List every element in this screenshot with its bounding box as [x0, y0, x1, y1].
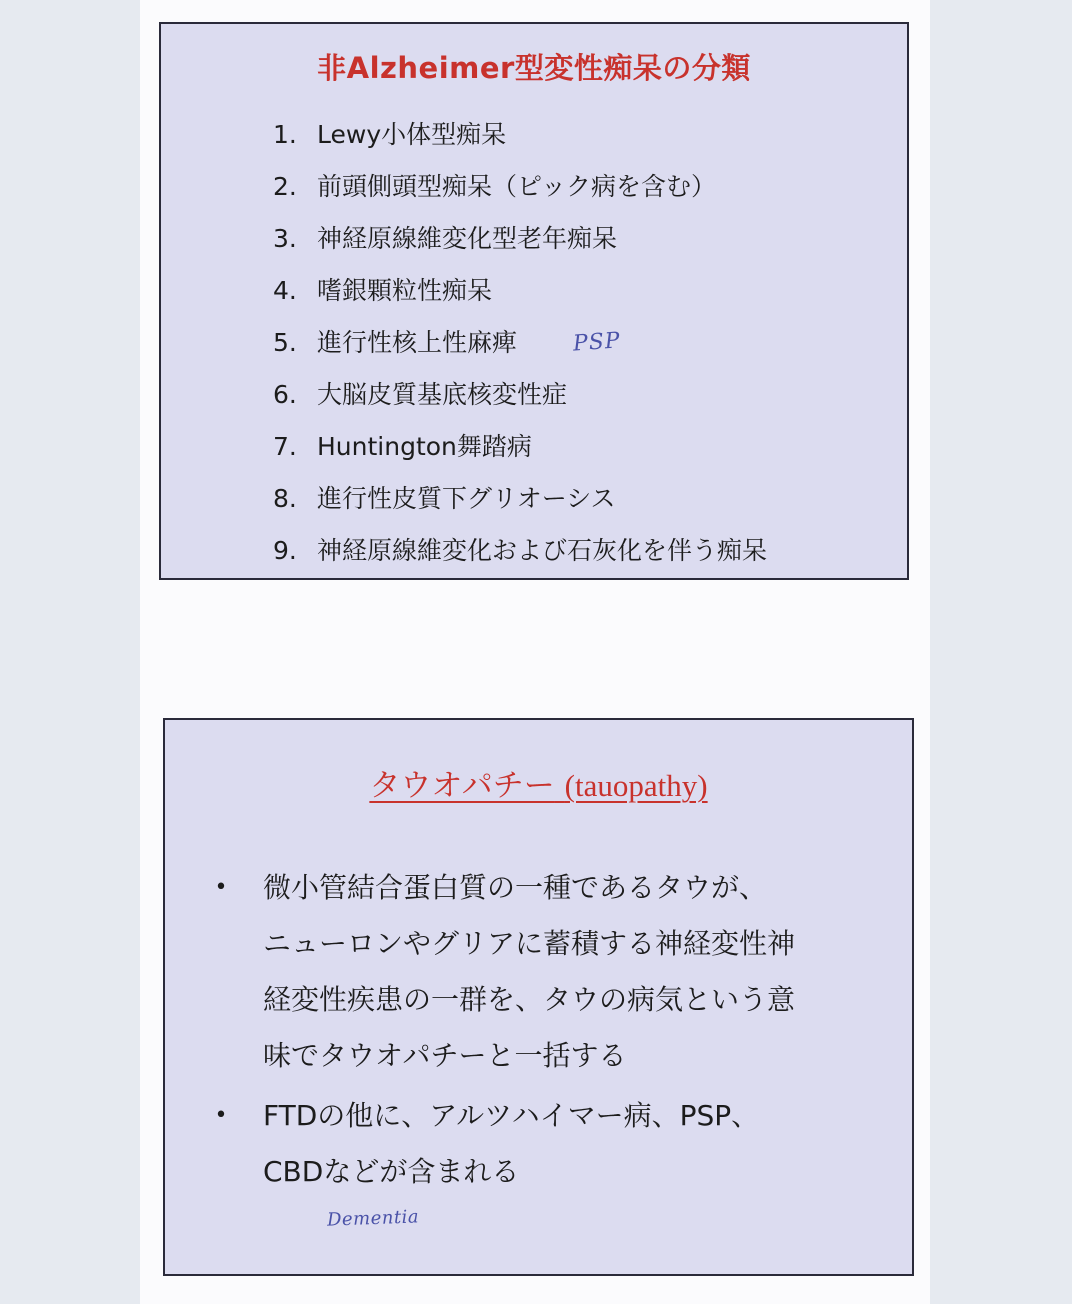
item-number: 7. [273, 432, 297, 461]
item-number: 5. [273, 328, 297, 357]
item-text: 神経原線維変化および石灰化を伴う痴呆 [317, 536, 768, 565]
item-number: 9. [273, 536, 297, 565]
list-item [273, 473, 893, 525]
list-item [273, 265, 893, 317]
bullet-line: 経変性疾患の一群を、タウの病気という意 [263, 983, 796, 1016]
item-text: 神経原線維変化型老年痴呆 [317, 224, 618, 253]
slide-title [165, 760, 912, 805]
item-number: 2. [273, 172, 297, 201]
slide-classification [159, 22, 909, 580]
title-japanese: タウオパチー [369, 768, 555, 804]
item-number: 8. [273, 484, 297, 513]
list-item [273, 421, 893, 473]
bullet-icon: • [214, 875, 228, 900]
bullet-line: 微小管結合蛋白質の一種であるタウが、 [263, 871, 768, 904]
bullet-line: ニューロンやグリアに蓄積する神経変性神 [263, 927, 796, 960]
list-item [273, 369, 893, 421]
item-text: Lewy小体型痴呆 [317, 120, 507, 149]
item-number: 3. [273, 224, 297, 253]
list-item [273, 213, 893, 265]
bullet-icon: • [214, 1103, 228, 1128]
bullet-item [211, 1088, 871, 1200]
slide-title: 非Alzheimer型変性痴呆の分類 [317, 51, 751, 85]
slide-tauopathy [163, 718, 914, 1276]
bullet-item [211, 860, 871, 1084]
bullet-line: 味でタウオパチーと一括する [263, 1039, 627, 1072]
item-text: 大脳皮質基底核変性症 [317, 380, 568, 409]
item-text: 嗜銀顆粒性痴呆 [317, 276, 493, 305]
handwritten-note-dementia: Dementia [326, 1206, 420, 1231]
item-number: 4. [273, 276, 297, 305]
item-text: 前頭側頭型痴呆（ピック病を含む） [317, 172, 717, 201]
item-number: 1. [273, 120, 297, 149]
handwritten-note-psp: PSP [572, 328, 622, 357]
bullet-line: FTDの他に、アルツハイマー病、PSP、 [263, 1099, 760, 1132]
item-text: 進行性核上性麻痺 [317, 328, 518, 357]
bullet-list [211, 860, 871, 1200]
bullet-line: CBDなどが含まれる [263, 1155, 520, 1188]
item-text: 進行性皮質下グリオーシス [317, 484, 616, 513]
list-item [273, 109, 893, 161]
list-item [273, 525, 893, 577]
item-text: Huntington舞踏病 [317, 432, 532, 461]
title-english: (tauopathy) [564, 768, 708, 803]
item-number: 6. [273, 380, 297, 409]
list-item [273, 161, 893, 213]
